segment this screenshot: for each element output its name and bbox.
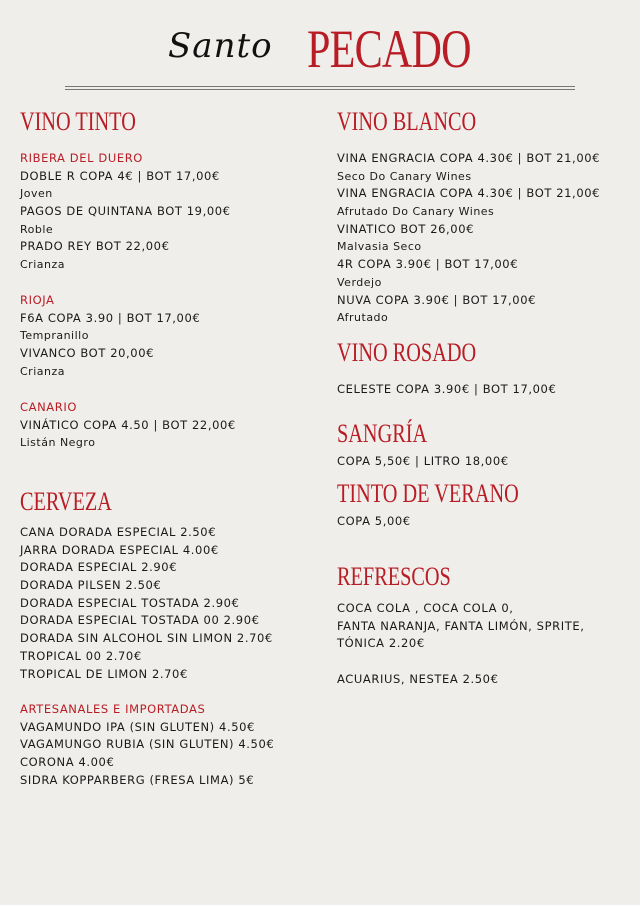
menu-item: FANTA NARANJA, FANTA LIMÓN, SPRITE, bbox=[337, 618, 585, 633]
menu-item: DORADA SIN ALCOHOL SIN LIMON 2.70€ bbox=[20, 631, 273, 646]
menu-item: PAGOS DE QUINTANA BOT 19,00€ bbox=[20, 204, 231, 219]
cerveza-section bbox=[20, 524, 273, 683]
menu-item: SIDRA KOPPARBERG (FRESA LIMA) 5€ bbox=[20, 772, 255, 787]
menu-note: Listán Negro bbox=[20, 436, 96, 450]
menu-item: COCA COLA , COCA COLA 0, bbox=[337, 601, 514, 615]
menu-item: VINATICO BOT 26,00€ bbox=[337, 221, 475, 236]
menu-item: DORADA ESPECIAL TOSTADA 00 2.90€ bbox=[20, 613, 260, 628]
ribera-label: RIBERA DEL DUERO bbox=[20, 151, 143, 165]
vino-rosado-heading: VINO ROSADO bbox=[337, 338, 477, 367]
menu-note: Verdejo bbox=[337, 275, 382, 289]
menu-item: COPA 5,50€ | LITRO 18,00€ bbox=[337, 454, 509, 468]
menu-note: Malvasia Seco bbox=[337, 240, 422, 254]
menu-item: JARRA DORADA ESPECIAL 4.00€ bbox=[20, 542, 219, 557]
refrescos-section bbox=[337, 600, 584, 688]
menu-item: CANA DORADA ESPECIAL 2.50€ bbox=[20, 525, 217, 539]
menu-note: Afrutado Do Canary Wines bbox=[337, 205, 495, 219]
menu-item: CELESTE COPA 3.90€ | BOT 17,00€ bbox=[337, 382, 557, 396]
menu-item: VAGAMUNDO IPA (SIN GLUTEN) 4.50€ bbox=[20, 719, 255, 734]
vino-tinto-section bbox=[20, 150, 231, 274]
vino-tinto-heading: VINO TINTO bbox=[20, 107, 136, 136]
menu-item: NUVA COPA 3.90€ | BOT 17,00€ bbox=[337, 292, 537, 307]
menu-item: DOBLE R COPA 4€ | BOT 17,00€ bbox=[20, 168, 220, 183]
header-divider-top bbox=[65, 86, 575, 87]
rioja-label: RIOJA bbox=[20, 293, 55, 307]
menu-item: COPA 5,00€ bbox=[337, 514, 411, 528]
artesanales-label: ARTESANALES E IMPORTADAS bbox=[20, 702, 206, 716]
menu-note: Afrutado bbox=[337, 311, 389, 325]
cerveza-heading: CERVEZA bbox=[20, 487, 112, 516]
menu-note: Tempranillo bbox=[20, 329, 89, 343]
menu-spacer bbox=[337, 653, 584, 671]
header-divider-bottom bbox=[65, 89, 575, 90]
menu-item: F6A COPA 3.90 | BOT 17,00€ bbox=[20, 310, 201, 325]
vino-blanco-heading: VINO BLANCO bbox=[337, 107, 477, 136]
menu-item: CORONA 4.00€ bbox=[20, 755, 115, 770]
logo-script: Santo bbox=[168, 26, 273, 66]
menu-item: VINA ENGRACIA COPA 4.30€ | BOT 21,00€ bbox=[337, 186, 601, 201]
vino-rosado-section bbox=[337, 381, 556, 399]
menu-note: Roble bbox=[20, 222, 54, 236]
menu-note: Joven bbox=[20, 187, 53, 201]
menu-item: 4R COPA 3.90€ | BOT 17,00€ bbox=[337, 257, 519, 272]
menu-item: VINA ENGRACIA COPA 4.30€ | BOT 21,00€ bbox=[337, 151, 601, 165]
menu-item: ACUARIUS, NESTEA 2.50€ bbox=[337, 671, 499, 686]
menu-item: PRADO REY BOT 22,00€ bbox=[20, 239, 170, 254]
canario-label: CANARIO bbox=[20, 400, 77, 414]
menu-note: Seco Do Canary Wines bbox=[337, 169, 472, 183]
menu-note: Crianza bbox=[20, 364, 65, 378]
menu-item: VAGAMUNGO RUBIA (SIN GLUTEN) 4.50€ bbox=[20, 737, 275, 752]
menu-note: Crianza bbox=[20, 258, 65, 272]
refrescos-heading: REFRESCOS bbox=[337, 562, 451, 591]
menu-item: DORADA PILSEN 2.50€ bbox=[20, 578, 162, 593]
canario-section bbox=[20, 399, 236, 452]
artesanales-section bbox=[20, 701, 274, 789]
menu-item: VINÁTICO COPA 4.50 | BOT 22,00€ bbox=[20, 417, 236, 432]
sangria-section bbox=[337, 453, 509, 471]
tinto-verano-section bbox=[337, 513, 411, 531]
menu-item: TÓNICA 2.20€ bbox=[337, 636, 425, 651]
menu-item: TROPICAL 00 2.70€ bbox=[20, 648, 142, 663]
vino-blanco-section bbox=[337, 150, 600, 327]
rioja-section bbox=[20, 292, 200, 380]
menu-item: VIVANCO BOT 20,00€ bbox=[20, 346, 155, 361]
tinto-verano-heading: TINTO DE VERANO bbox=[337, 479, 519, 508]
menu-item: TROPICAL DE LIMON 2.70€ bbox=[20, 666, 188, 681]
menu-item: DORADA ESPECIAL 2.90€ bbox=[20, 560, 178, 575]
sangria-heading: SANGRÍA bbox=[337, 419, 428, 448]
menu-item: DORADA ESPECIAL TOSTADA 2.90€ bbox=[20, 595, 240, 610]
logo-brand: PECADO bbox=[307, 19, 471, 79]
menu-logo bbox=[0, 18, 640, 78]
